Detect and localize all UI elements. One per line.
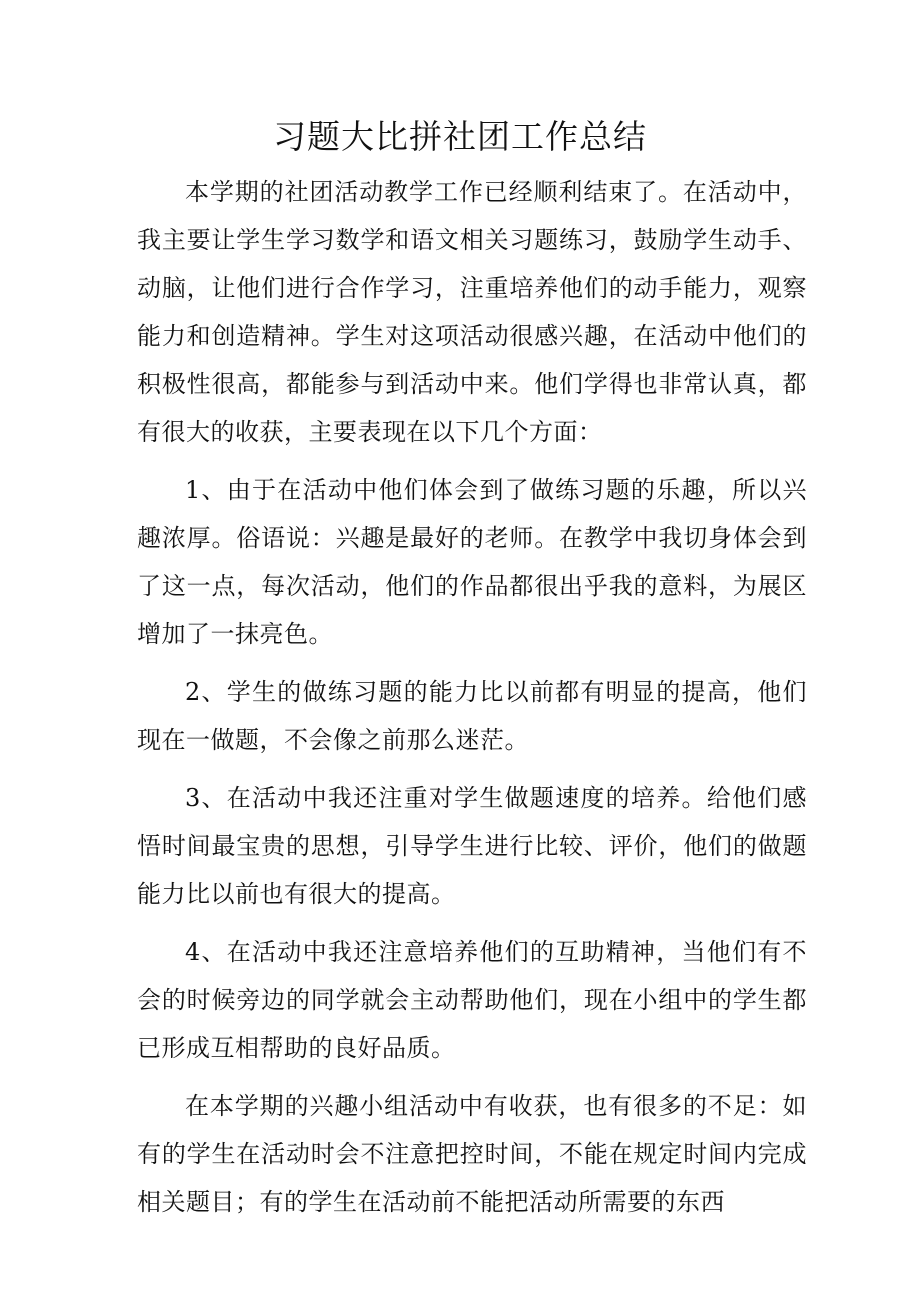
paragraph-point-1: 1、由于在活动中他们体会到了做练习题的乐趣，所以兴趣浓厚。俗语说：兴趣是最好的老师。在教学中我切身体会到了这一点，每次活动，他们的作品都很出乎我的意料，为展区增加了一抹亮色。	[137, 476, 807, 648]
paragraph-shortcomings: 在本学期的兴趣小组活动中有收获，也有很多的不足：如有的学生在活动时会不注意把控时间，不能在规定时间内完成相关题目；有的学生在活动前不能把活动所需要的东西	[137, 1092, 807, 1216]
paragraph-point-2: 2、学生的做练习题的能力比以前都有明显的提高，他们现在一做题，不会像之前那么迷茫。	[137, 678, 807, 754]
document-body	[137, 168, 807, 1236]
document-title: 习题大比拼社团工作总结	[273, 117, 647, 156]
paragraph-point-3: 3、在活动中我还注重对学生做题速度的培养。给他们感悟时间最宝贵的思想，引导学生进行比较、评价，他们的做题能力比以前也有很大的提高。	[137, 784, 807, 908]
paragraph-point-4: 4、在活动中我还注意培养他们的互助精神，当他们有不会的时候旁边的同学就会主动帮助他们，现在小组中的学生都已形成互相帮助的良好品质。	[137, 938, 807, 1062]
paragraph-intro: 本学期的社团活动教学工作已经顺利结束了。在活动中，我主要让学生学习数学和语文相关习题练习，鼓励学生动手、动脑，让他们进行合作学习，注重培养他们的动手能力，观察能力和创造精神。学生对这项活动很感兴趣，在活动中他们的积极性很高，都能参与到活动中来。他们学得也非常认真，都有很大的收获，主要表现在以下几个方面：	[137, 178, 807, 446]
